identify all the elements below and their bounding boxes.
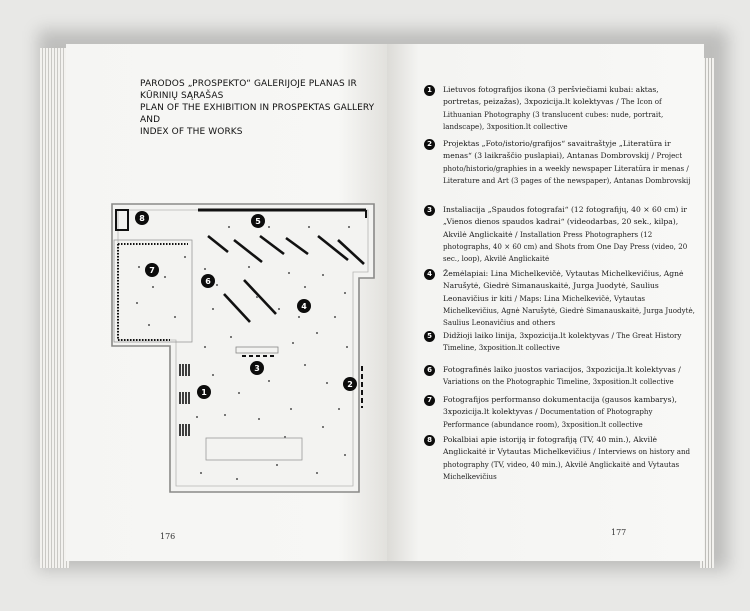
svg-text:3: 3 <box>254 364 260 373</box>
entry-text-en: Project photo/historio/graphies in a weekly newspaper Literatūra ir menas / Literature and Art (3 pages of the newspaper), Antanas Dombrovskij <box>443 151 691 185</box>
entry-text-lt: Žemėlapiai: Lina Michelkevičė, Vytautas Michelkevičius, Agnė Narušytė, Giedrė Simanauskaitė, Jurga Juodytė, Saulius Leonavičius ir kiti / <box>443 269 684 303</box>
entry-text-en: Interviews on history and photography (TV, video, 40 min.), Akvilė Anglickaitė and Vytautas Michelkevičius <box>443 447 691 481</box>
entry-text-en: The Icon of Lithuanian Photography (3 translucent cubes: nude, portrait, landscape), 3xposition.lt collective <box>443 97 664 131</box>
entry-number-badge: 6 <box>424 365 435 376</box>
entry-text <box>443 330 695 355</box>
entry-number-badge: 3 <box>424 205 435 216</box>
entry-number-badge: 7 <box>424 395 435 406</box>
plan-marker-2 <box>343 377 357 391</box>
entry-number-badge: 4 <box>424 269 435 280</box>
plan-marker-5 <box>251 214 265 228</box>
exhibition-plan-title <box>140 78 375 138</box>
entry-text-lt: Fotografinės laiko juostos variacijos, 3xpozicija.lt kolektyvas / <box>443 365 681 374</box>
plan-marker-8 <box>135 211 149 225</box>
page-number-left: 176 <box>160 532 176 541</box>
svg-text:6: 6 <box>205 277 211 286</box>
svg-text:4: 4 <box>301 302 307 311</box>
entry-text <box>443 394 695 431</box>
title-line-en-1: PLAN OF THE EXHIBITION IN PROSPEKTAS GALLERY AND <box>140 103 375 125</box>
entry-number-badge: 2 <box>424 139 435 150</box>
entry-text-en: Installation Press Photographers (12 photographs, 40 × 60 cm) and Shots from One Day Press (video, 20 sec., loop), Akvilė Anglickaitė <box>443 229 688 264</box>
entry-text-lt: Instaliacija „Spaudos fotografai“ (12 fotografijų, 40 × 60 cm) ir „Vienos dienos spaudos kadrai“ (videodarbas, 20 sek., kilpa), Akvilė Anglickaitė / <box>443 205 687 239</box>
entry-text <box>443 84 695 133</box>
entry-text <box>443 268 695 329</box>
svg-text:5: 5 <box>255 217 261 226</box>
entry-text <box>443 138 695 187</box>
entry-number-badge: 5 <box>424 331 435 342</box>
plan-marker-7 <box>145 263 159 277</box>
plan-marker-1 <box>197 385 211 399</box>
page-number-right: 177 <box>611 528 627 537</box>
plan-marker-4 <box>297 299 311 313</box>
entry-text-lt: Pokalbiai apie istoriją ir fotografiją (TV, 40 min.), Akvilė Anglickaitė ir Vytautas Michelkevičius / <box>443 435 658 457</box>
entry-text-lt: Fotografijos performanso dokumentacija (gausos kambarys), 3xpozicija.lt kolektyvas / <box>443 395 677 417</box>
plan-marker-6 <box>201 274 215 288</box>
entry-text-en: Documentation of Photography Performance (abundance room), 3xposition.lt collective <box>443 407 653 429</box>
gallery-floor-plan <box>108 196 378 498</box>
title-line-en-2: INDEX OF THE WORKS <box>140 127 243 137</box>
entry-text <box>443 434 695 483</box>
plan-marker-3 <box>250 361 264 375</box>
svg-text:1: 1 <box>201 388 207 397</box>
entry-text-en: Variations on the Photographic Timeline, 3xposition.lt collective <box>443 377 674 387</box>
title-line-lt-1: PARODOS „PROSPEKTO“ GALERIJOJE PLANAS IR <box>140 79 357 89</box>
entry-text-en: The Great History Timeline, 3xposition.lt collective <box>443 331 682 353</box>
svg-text:7: 7 <box>149 266 155 275</box>
entry-text <box>443 204 695 265</box>
entry-text <box>443 364 695 389</box>
entry-number-badge: 1 <box>424 85 435 96</box>
entry-text-lt: Lietuvos fotografijos ikona (3 peršviečiami kubai: aktas, portretas, peizažas), 3xpozicija.lt kolektyvas / <box>443 85 659 107</box>
svg-text:8: 8 <box>139 214 145 223</box>
title-line-lt-2: KŪRINIŲ SĄRAŠAS <box>140 91 224 101</box>
entry-text-lt: Didžioji laiko linija, 3xpozicija.lt kolektyvas / <box>443 331 615 340</box>
entry-text-lt: Projektas „Foto/istorio/grafijos“ savaitraštyje „Literatūra ir menas“ (3 laikraščio puslapiai), Antanas Dombrovskij / <box>443 139 671 161</box>
entry-number-badge: 8 <box>424 435 435 446</box>
svg-text:2: 2 <box>347 380 353 389</box>
entry-text-en: Maps: Lina Michelkevičė, Vytautas Michelkevičius, Agnė Narušytė, Giedrė Simanauskaitė, Jurga Juodytė, Saulius Leonavičius and others <box>443 293 695 328</box>
